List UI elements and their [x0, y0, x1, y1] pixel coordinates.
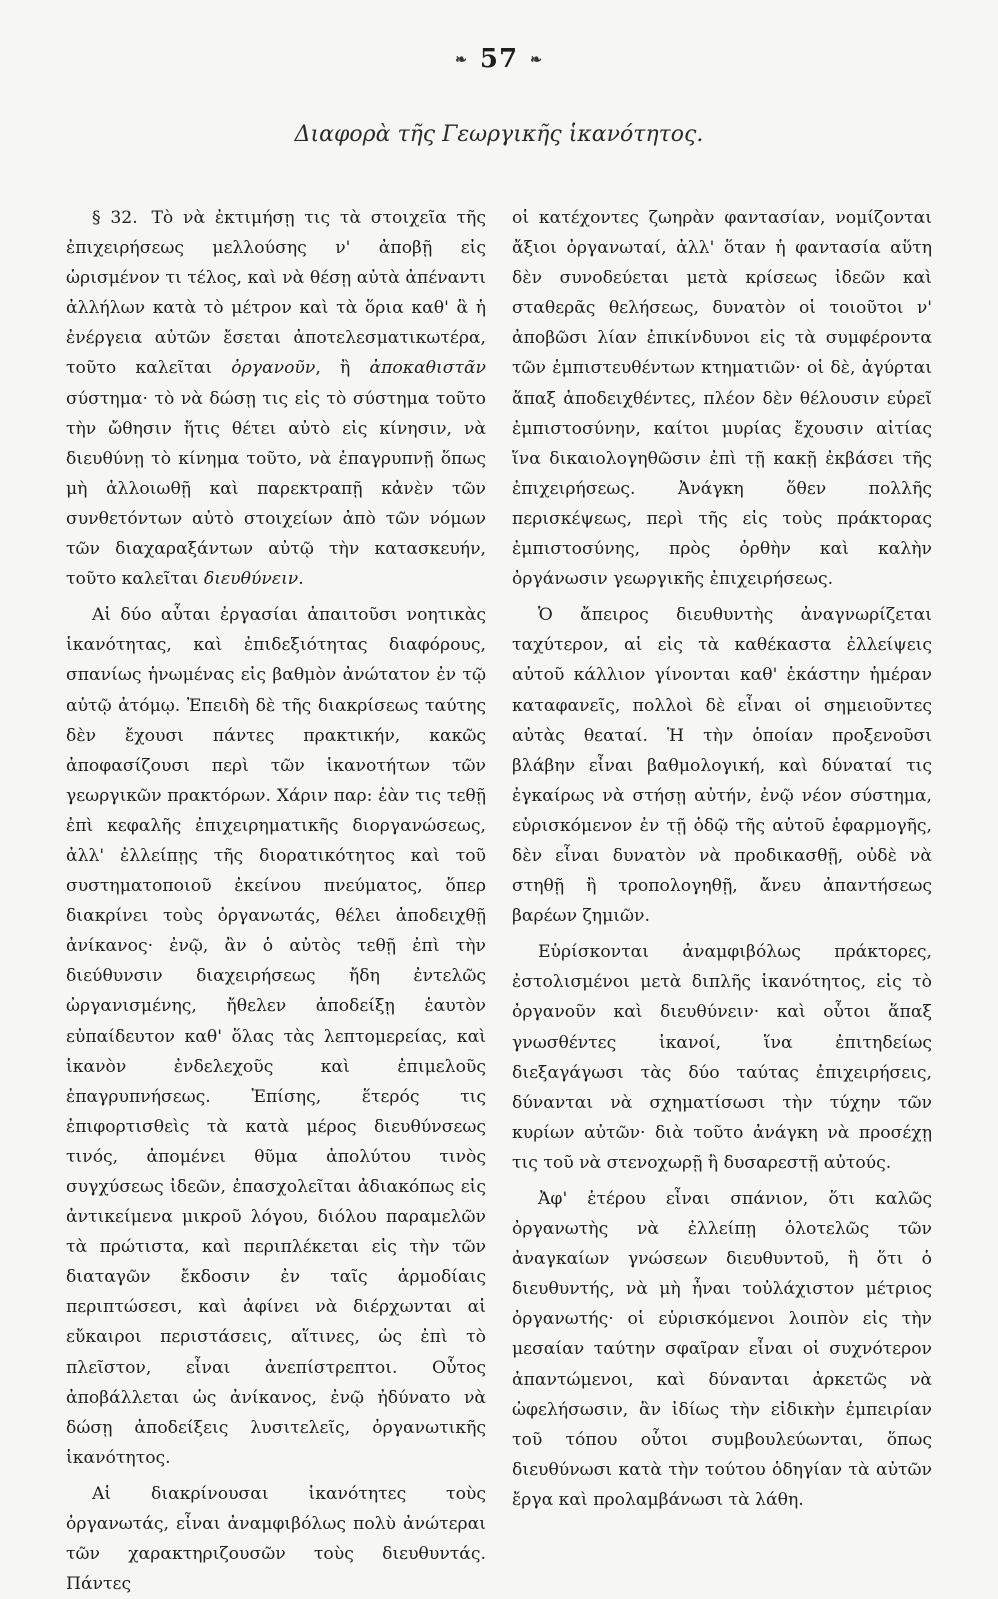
paragraph: Αἱ διακρίνουσαι ἱκανότητες τοὺς ὀργανωτάς, εἶναι ἀναμφιβόλως πολὺ ἀνώτεραι τῶν χαρακτηριζουσῶν τοὺς διευθυντάς. Πάντες	[66, 1483, 486, 1595]
period: .	[298, 569, 304, 590]
left-column	[66, 203, 486, 1599]
term-direct: διευθύνειν	[203, 569, 299, 590]
paragraph: Ἀφ' ἑτέρου εἶναι σπάνιον, ὅτι καλῶς ὀργανωτὴς νὰ ἐλλείπῃ ὁλοτελῶς τῶν ἀναγκαίων γνώσεων διευθυντοῦ, ἢ ὅτι ὁ διευθυντής, νὰ μὴ ἦναι τοὐλάχιστον μέτριος ὀργανωτής· οἱ εὑρισκόμενοι λοιπὸν εἰς τὴν μεσαίαν ταύτην σφαῖραν εἶναι οἱ συχνότερον ἀπαντώμενοι, καὶ δύνανται ἀρκετῶς νὰ ὠφελήσωσιν, ἂν ἰδίως τὴν εἰδικὴν ἐμπειρίαν τοῦ τόπου οὗτοι συμβουλεύωνται, ὅπως διευθύνωσι κατὰ τὴν τούτου ὁδηγίαν τὰ αὐτῶν ἔργα καὶ προλαμβάνωσι τὰ λάθη.	[512, 1189, 932, 1510]
page-number: 57	[479, 44, 519, 74]
paragraph-text: , ἢ	[315, 358, 351, 379]
paragraph: Εὑρίσκονται ἀναμφιβόλως πράκτορες, ἐστολισμένοι μετὰ διπλῆς ἱκανότητος, εἰς τὸ ὀργανοῦν καὶ διευθύνειν· καὶ οὗτοι ἅπαξ γνωσθέντες ἱκανοί, ἵνα ἐπιτηδείως διεξαγάγωσι τὰς δύο ταύτας ἐπιχειρήσεις, δύνανται νὰ σχηματίσωσι τὴν τύχην τῶν κυρίων αὐτῶν· διὰ τοῦτο ἀνάγκη νὰ προσέχῃ τις τοῦ νὰ στενοχωρῇ ἢ δυσαρεστῇ αὐτούς.	[512, 942, 932, 1173]
paragraph-text: σύστημα· τὸ νὰ δώσῃ τις εἰς τὸ σύστημα τοῦτο τὴν ὤθησιν ἥτις θέτει αὐτὸ εἰς κίνησιν, νὰ διευθύνῃ τὸ κίνημα τοῦτο, νὰ ἐπαγρυπνῇ ὅπως μὴ ἀλλοιωθῇ καὶ παρεκτραπῇ κἀνὲν τῶν συνθετόντων αὐτὸ στοιχείων ἀπὸ τῶν νόμων τῶν διαχαραξάντων αὐτῷ τὴν κατασκευήν, τοῦτο καλεῖται	[66, 388, 486, 590]
term-establish: ἀποκαθιστᾶν	[369, 358, 486, 379]
paragraph: Αἱ δύο αὗται ἐργασίαι ἀπαιτοῦσι νοητικὰς ἱκανότητας, καὶ ἐπιδεξιότητας διαφόρους, σπανίως ἡνωμένας εἰς βαθμὸν ἀνώτατον ἐν τῷ αὐτῷ ἀτόμῳ. Ἐπειδὴ δὲ τῆς διακρίσεως ταύτης δὲν ἔχουσι πάντες πρακτικήν, κακῶς ἀποφασίζουσι περὶ τῶν ἱκανοτήτων τῶν γεωργικῶν πρακτόρων. Χάριν παρ: ἐὰν τις τεθῇ ἐπὶ κεφαλῆς ἐπιχειρηματικῆς διοργανώσεως, ἀλλ' ἐλλείπῃς τῆς διορατικότητος καὶ τοῦ συστηματοποιοῦ ἐκείνου πνεύματος, ὅπερ διακρίνει τοὺς ὀργανωτάς, θέλει ἀποδειχθῇ ἀνίκανος· ἐνῷ, ἂν ὁ αὐτὸς τεθῇ ἐπὶ τὴν διεύθυνσιν διαχειρήσεως ἤδη ἐντελῶς ὠργανισμένης, ἤθελεν ἀποδείξῃ ἑαυτὸν εὐπαίδευτον καθ' ὅλας τὰς λεπτομερείας, καὶ ἱκανὸν ἐνδελεχοῦς καὶ ἐπιμελοῦς ἐπαγρυπνήσεως. Ἐπίσης, ἕτερός τις ἐπιφορτισθεὶς τὰ κατὰ μέρος διευθύνσεως τινός, ἀπομένει θῦμα ἀπολύτου τινὸς συγχύσεως ἰδεῶν, ἐπασχολεῖται ἀδιακόπως εἰς ἀντικείμενα μικροῦ λόγου, διόλου παραμελῶν τὰ πρώτιστα, καὶ περιπλέκεται εἰς τὴν τῶν διαταγῶν ἔκδοσιν ἐν ταῖς ἁρμοδίαις περιπτώσεσι, καὶ ἀφίνει νὰ διέρχωνται αἱ εὔκαιροι περιστάσεις, αἵτινες, ὡς ἐπὶ τὸ πλεῖστον, εἶναι ἀνεπίστρεπτοι. Οὗτος ἀποβάλλεται ὡς ἀνίκανος, ἐνῷ ἠδύνατο νὰ δώσῃ ἀποδείξεις λυσιτελεῖς, ὀργανωτικῆς ἱκανότητος.	[66, 605, 486, 1468]
section-32-paragraph	[66, 203, 486, 594]
left-ornament: ❧	[455, 52, 468, 68]
paragraph: οἱ κατέχοντες ζωηρὰν φαντασίαν, νομίζονται ἄξιοι ὀργανωταί, ἀλλ' ὅταν ἡ φαντασία αὕτη δὲν συνοδεύεται μετὰ κρίσεως ἰδεῶν καὶ σταθερᾶς θελήσεως, δυνατὸν οἱ τοιοῦτοι ν' ἀποβῶσι λίαν ἐπικίνδυνοι εἰς τὰ συμφέροντα τῶν ἐμπιστευθέντων κτηματιῶν· οἱ δὲ, ἀγύρται ἅπαξ ἀποδειχθέντες, πλέον δὲν θέλουσιν εὑρεῖ ἐμπιστοσύνην, καίτοι μυρίας ἔχουσιν αἰτίας ἵνα δικαιολογηθῶσιν ἐπὶ τῇ κακῇ ἐκβάσει τῆς ἐπιχειρήσεως. Ἀνάγκη ὅθεν πολλῆς περισκέψεως, περὶ τῆς εἰς τοὺς πράκτορας ἐμπιστοσύνης, πρὸς ὀρθὴν καὶ καλὴν ὀργάνωσιν γεωργικῆς ἐπιχειρήσεως.	[512, 208, 932, 590]
paragraph: Ὁ ἄπειρος διευθυντὴς ἀναγνωρίζεται ταχύτερον, αἱ εἰς τὰ καθέκαστα ἐλλείψεις αὐτοῦ κάλλιον γίνονται καθ' ἑκάστην ἡμέραν καταφανεῖς, πολλοὶ δὲ εἶναι οἱ σημειοῦντες αὐτὰς θεαταί. Ἡ τὴν ὁποίαν προξενοῦσι βλάβην εἶναι βαθμολογική, καὶ δύναταί τις ἐγκαίρως νὰ στήσῃ αὐτήν, ἐνῷ νέον σύστημα, εὑρισκόμενον ἐν τῇ ὁδῷ τῆς αὐτοῦ ἐφαρμογῆς, δὲν εἶναι δυνατὸν νὰ προδικασθῇ, οὐδὲ νὰ στηθῇ ἢ τροπολογηθῇ, ἄνευ ἀπαντήσεως βαρέων ζημιῶν.	[512, 605, 932, 927]
section-number: § 32.	[92, 208, 138, 228]
page-header	[0, 44, 998, 74]
right-ornament: ❧	[530, 52, 543, 68]
term-organize: ὀργανοῦν	[231, 358, 316, 379]
right-column	[512, 203, 932, 1515]
running-title: Διαφορὰ τῆς Γεωργικῆς ἱκανότητος.	[294, 122, 704, 147]
paragraph-text: Τὸ νὰ ἐκτιμήσῃ τις τὰ στοιχεῖα τῆς ἐπιχειρήσεως μελλούσης ν' ἀποβῇ εἰς ὡρισμένον τι τέλος, καὶ νὰ θέσῃ αὐτὰ ἀπέναντι ἀλλήλων κατὰ τὸ μέτρον καὶ τὰ ὅρια καθ' ἃ ἡ ἐνέργεια αὐτῶν ἔσεται ἀποτελεσματικωτέρα, τοῦτο καλεῖται	[66, 208, 486, 379]
